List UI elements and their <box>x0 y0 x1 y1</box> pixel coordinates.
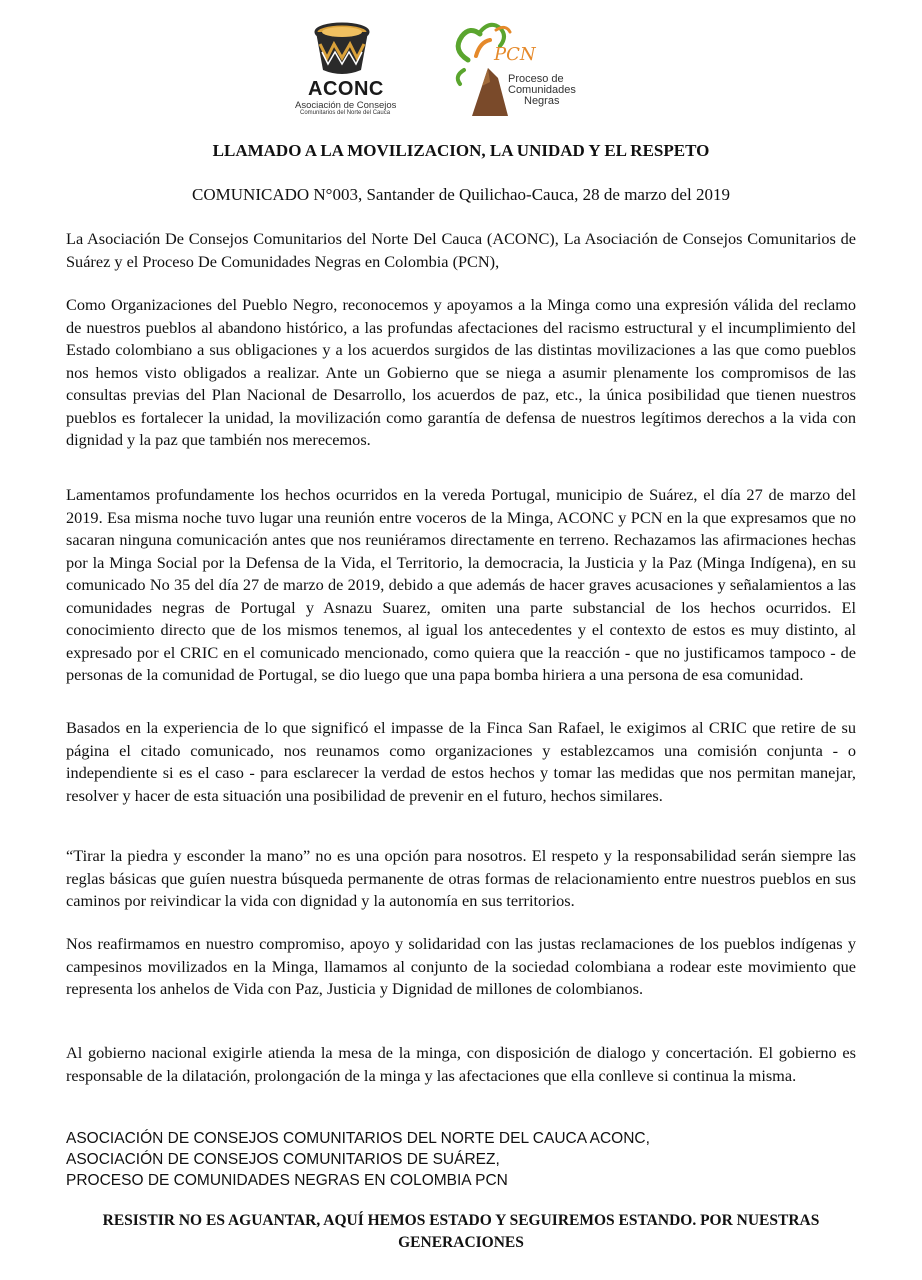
document-title: LLAMADO A LA MOVILIZACION, LA UNIDAD Y EL RESPETO <box>212 141 710 160</box>
paragraph-3: Lamentamos profundamente los hechos ocurridos en la vereda Portugal, municipio de Suárez, el día 27 de marzo del 2019. Esa misma noche tuvo lugar una reunión entre voceros de la Minga, ACONC y PCN en la que expresamos que no sacaran ninguna comunicación antes que nos reuniéramos directamente en terreno. Rechazamos las afirmaciones hechas por la Minga Social por la Defensa de la Vida, el Territorio, la democracia, la Justicia y la Paz (Minga Indígena), en su comunicado No 35 del día 27 de marzo de 2019, debido a que además de hacer graves acusaciones y señalamientos a las comunidades negras de Portugal y Asnazu Suarez, omiten una parte substancial de los hechos ocurridos. El conocimiento directo que de los mismos tenemos, al igual los antecedentes y el contexto de estos es muy distinto, al expresado por el CRIC en el comunicado mencionado, como quiera que la reacción - que no justificamos tampoco - de personas de la comunidad de Portugal, se dio luego que una papa bomba hiriera a una persona de esa comunidad. <box>66 485 856 684</box>
paragraph-5: “Tirar la piedra y esconder la mano” no es una opción para nosotros. El respeto y la responsabilidad serán siempre las reglas básicas que guíen nuestra búsqueda permanente de otras formas de relacionamiento entre nuestros pueblos en sus caminos por reivindicar la vida con dignidad y la autonomía en sus territorios. <box>66 846 856 910</box>
paragraph-2: Como Organizaciones del Pueblo Negro, reconocemos y apoyamos a la Minga como una expresión válida del reclamo de nuestros pueblos al abandono histórico, a las profundas afectaciones del racismo estructural y el incumplimiento del Estado colombiano a sus obligaciones y a los acuerdos surgidos de las distintas movilizaciones a las que como pueblos nos hemos visto obligados a realizar. Ante un Gobierno que se niega a asumir plenamente los compromisos de las consultas previas del Plan Nacional de Desarrollo, los acuerdos de paz, etc., la única posibilidad que tienen nuestros pueblos es fortalecer la unidad, la movilización como garantía de defensa de nuestros legítimos derechos a la vida con dignidad y la paz que también nos merecemos. <box>66 295 856 449</box>
paragraph-7: Al gobierno nacional exigirle atienda la mesa de la minga, con disposición de dialogo y concertación. El gobierno es responsable de la dilatación, prolongación de la minga y las afectaciones que ella conlleve si continua la misma. <box>66 1043 856 1085</box>
paragraph-4: Basados en la experiencia de lo que significó el impasse de la Finca San Rafael, le exigimos al CRIC que retire de su página el citado comunicado, nos reunamos como organizaciones y establezcamos una comisión conjunta - o independiente si es el caso - para esclarecer la verdad de estos hechos y tomar las medidas que nos permitan manejar, resolver y hacer de esta situación una posibilidad de prevenir en el futuro, hechos similares. <box>66 718 856 805</box>
header-logos <box>290 18 610 118</box>
paragraph-6: Nos reafirmamos en nuestro compromiso, apoyo y solidaridad con las justas reclamaciones de los pueblos indígenas y campesinos movilizados en la Minga, llamamos al conjunto de la sociedad colombiana a rodear este movimiento que representa los anhelos de Vida con Paz, Justicia y Dignidad de millones de colombianos. <box>66 934 856 998</box>
signature-block <box>66 1128 856 1191</box>
pcn-logo-mark: PCN <box>494 44 536 65</box>
pcn-logo-text-1: Proceso de <box>508 73 564 85</box>
aconc-logo-name: ACONC <box>308 78 384 100</box>
aconc-logo-subtitle-1: Asociación de Consejos <box>295 100 397 111</box>
aconc-logo <box>290 18 440 118</box>
drum-icon <box>290 18 440 80</box>
paragraph-1: La Asociación De Consejos Comunitarios del Norte Del Cauca (ACONC), La Asociación de Consejos Comunitarios de Suárez y el Proceso De Comunidades Negras en Colombia (PCN), <box>66 229 856 271</box>
aconc-logo-subtitle-2: Comunitarios del Norte del Cauca <box>300 110 391 116</box>
signature-line-aconc: ASOCIACIÓN DE CONSEJOS COMUNITARIOS DEL NORTE DEL CAUCA ACONC, <box>66 1130 650 1147</box>
closing-motto: RESISTIR NO ES AGUANTAR, AQUÍ HEMOS ESTADO Y SEGUIREMOS ESTANDO. POR NUESTRAS GENERACIONES <box>102 1212 820 1251</box>
document-subtitle: COMUNICADO N°003, Santander de Quilichao-Cauca, 28 de marzo del 2019 <box>192 185 730 204</box>
signature-line-suarez: ASOCIACIÓN DE CONSEJOS COMUNITARIOS DE SUÁREZ, <box>66 1151 500 1168</box>
pcn-logo <box>450 20 610 120</box>
signature-line-pcn: PROCESO DE COMUNIDADES NEGRAS EN COLOMBIA PCN <box>66 1172 508 1189</box>
pcn-logo-text-2: Comunidades <box>508 84 576 96</box>
pcn-logo-text-3: Negras <box>524 95 560 107</box>
